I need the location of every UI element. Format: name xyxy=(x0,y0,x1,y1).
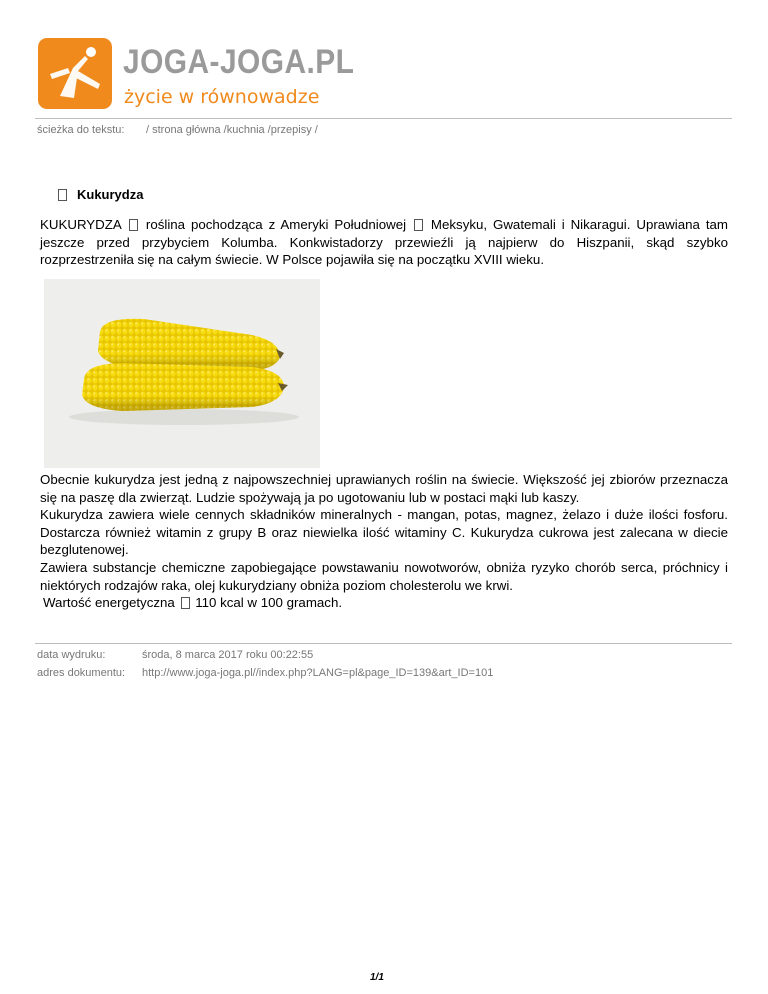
breadcrumb-label: ścieżka do tekstu: xyxy=(37,124,125,136)
print-date-label: data wydruku: xyxy=(37,649,106,661)
page-number: 1/1 xyxy=(370,972,384,983)
energy-line xyxy=(40,594,728,612)
site-logo xyxy=(38,38,355,112)
energy-label: Wartość energetyczna xyxy=(43,595,175,611)
paragraph-3: Zawiera substancje chemiczne zapobiegające powstawaniu nowotworów, obniża ryzyko chorób serca, próchnicy i niektórych rodzajów raka, olej kukurydziany obniża poziom cholesterolu we krwi. xyxy=(40,559,728,593)
article-title-row xyxy=(58,187,143,202)
document-address-label: adres dokumentu: xyxy=(37,667,126,679)
logo-name: JOGA-JOGA.PL xyxy=(123,43,355,81)
article-intro xyxy=(40,216,728,269)
breadcrumb[interactable]: / strona główna /kuchnia /przepisy / xyxy=(146,124,318,136)
energy-value: 110 kcal w 100 gramach. xyxy=(195,595,343,611)
print-date: środa, 8 marca 2017 roku 00:22:55 xyxy=(142,649,314,661)
document-address-link[interactable]: http://www.joga-joga.pl//index.php?LANG=pl&page_ID=139&art_ID=101 xyxy=(142,667,494,679)
footer-divider xyxy=(35,643,732,644)
paragraph-1: Obecnie kukurydza jest jedną z najpowszechniej uprawianych roślin na świecie. Większość jej zbiorów przeznacza się na paszę dla zwierząt. Ludzie spożywają ja po ugotowaniu lub w postaci mąki lub kaszy. xyxy=(40,472,728,505)
intro-part3: Meksyku, Gwatemali i Nikaragui. Uprawiana tam jeszcze przed przybyciem Kolumba. Konkwistadorzy przewieźli ją najpierw do Hiszpanii, skąd szybko rozprzestrzeniła się na całym świecie. W Polsce pojawiła się na początku XVIII wieku. xyxy=(40,217,729,268)
corn-image xyxy=(44,279,320,468)
corn-photo xyxy=(44,279,320,468)
article-title: Kukurydza xyxy=(77,187,144,202)
logo-slogan: życie w równowadze xyxy=(124,86,320,108)
missing-glyph-icon xyxy=(129,219,138,231)
logo-mark-icon xyxy=(38,38,112,109)
missing-glyph-icon xyxy=(58,189,67,201)
intro-part1: KUKURYDZA xyxy=(40,217,122,232)
missing-glyph-icon xyxy=(181,597,190,609)
header-divider xyxy=(35,118,732,119)
article-body xyxy=(40,471,728,612)
paragraph-2: Kukurydza zawiera wiele cennych składników mineralnych - mangan, potas, magnez, żelazo i duże ilości fosforu. Dostarcza również witamin z grupy B oraz niewielka ilość witaminy C. Kukurydza cukrowa jest zalecana w diecie bezglutenowej. xyxy=(40,507,728,558)
intro-part2: roślina pochodząca z Ameryki Południowej xyxy=(145,217,407,232)
missing-glyph-icon xyxy=(414,219,423,231)
